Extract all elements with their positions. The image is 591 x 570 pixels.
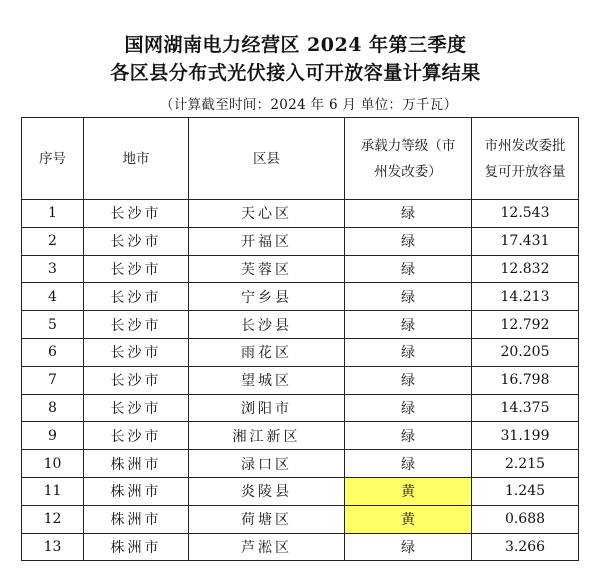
header-county: 区县 [189,118,345,200]
row-city-cell: 长沙市 [84,200,189,228]
row-county-cell: 长沙县 [189,311,345,339]
row-index-cell: 9 [22,422,84,450]
row-city-cell: 长沙市 [84,422,189,450]
row-city-cell: 株洲市 [84,477,189,505]
row-level-cell: 绿 [345,311,472,339]
row-county-cell: 渌口区 [189,450,345,478]
header-index: 序号 [22,118,84,200]
row-capacity-cell: 16.798 [472,366,579,394]
header-level: 承载力等级（市州发改委） [345,118,472,200]
row-city-cell: 株洲市 [84,505,189,533]
row-index-cell: 7 [22,366,84,394]
table-row [22,505,579,533]
row-capacity-cell: 2.215 [472,450,579,478]
row-capacity-cell: 17.431 [472,227,579,255]
document-title-line-1: 国网湖南电力经营区 2024 年第三季度 [124,34,467,56]
row-county-cell: 宁乡县 [189,283,345,311]
row-capacity-cell: 12.792 [472,311,579,339]
row-city-cell: 长沙市 [84,311,189,339]
row-capacity-cell: 31.199 [472,422,579,450]
row-level-cell: 绿 [345,450,472,478]
table-row [22,366,579,394]
row-city-cell: 长沙市 [84,283,189,311]
table-row [22,394,579,422]
row-county-cell: 芦淞区 [189,533,345,561]
row-county-cell: 芙蓉区 [189,255,345,283]
row-capacity-cell: 0.688 [472,505,579,533]
row-capacity-cell: 1.245 [472,477,579,505]
row-city-cell: 株洲市 [84,533,189,561]
row-level-cell: 绿 [345,366,472,394]
row-city-cell: 长沙市 [84,255,189,283]
row-county-cell: 荷塘区 [189,505,345,533]
row-level-cell: 黄 [345,505,472,533]
row-index-cell: 10 [22,450,84,478]
table-row [22,422,579,450]
row-county-cell: 开福区 [189,227,345,255]
table-row [22,477,579,505]
row-index-cell: 12 [22,505,84,533]
table-row [22,283,579,311]
row-city-cell: 长沙市 [84,338,189,366]
row-county-cell: 炎陵县 [189,477,345,505]
table-row [22,450,579,478]
row-level-cell: 黄 [345,477,472,505]
row-level-cell: 绿 [345,422,472,450]
row-index-cell: 6 [22,338,84,366]
table-row [22,255,579,283]
document-title-line-2: 各区县分布式光伏接入可开放容量计算结果 [110,62,481,84]
capacity-table [21,117,579,561]
row-index-cell: 13 [22,533,84,561]
row-level-cell: 绿 [345,394,472,422]
table-row [22,533,579,561]
table-body [22,200,579,561]
row-city-cell: 株洲市 [84,450,189,478]
row-index-cell: 5 [22,311,84,339]
table-row [22,338,579,366]
row-index-cell: 2 [22,227,84,255]
row-capacity-cell: 14.375 [472,394,579,422]
row-capacity-cell: 12.832 [472,255,579,283]
row-index-cell: 1 [22,200,84,228]
row-level-cell: 绿 [345,283,472,311]
row-county-cell: 望城区 [189,366,345,394]
row-county-cell: 雨花区 [189,338,345,366]
row-index-cell: 11 [22,477,84,505]
header-city: 地市 [84,118,189,200]
row-county-cell: 浏阳市 [189,394,345,422]
row-city-cell: 长沙市 [84,227,189,255]
table-row [22,200,579,228]
row-city-cell: 长沙市 [84,394,189,422]
row-county-cell: 天心区 [189,200,345,228]
row-index-cell: 3 [22,255,84,283]
header-capacity: 市州发改委批复可开放容量 [472,118,579,200]
calculation-note: （计算截至时间：2024 年 6 月 单位：万千瓦） [160,97,458,113]
row-index-cell: 8 [22,394,84,422]
row-index-cell: 4 [22,283,84,311]
row-capacity-cell: 12.543 [472,200,579,228]
row-capacity-cell: 14.213 [472,283,579,311]
row-level-cell: 绿 [345,338,472,366]
table-row [22,227,579,255]
table-header-row [22,118,579,200]
row-county-cell: 湘江新区 [189,422,345,450]
row-capacity-cell: 3.266 [472,533,579,561]
row-level-cell: 绿 [345,533,472,561]
row-level-cell: 绿 [345,227,472,255]
row-level-cell: 绿 [345,255,472,283]
row-level-cell: 绿 [345,200,472,228]
table-row [22,311,579,339]
row-capacity-cell: 20.205 [472,338,579,366]
row-city-cell: 长沙市 [84,366,189,394]
